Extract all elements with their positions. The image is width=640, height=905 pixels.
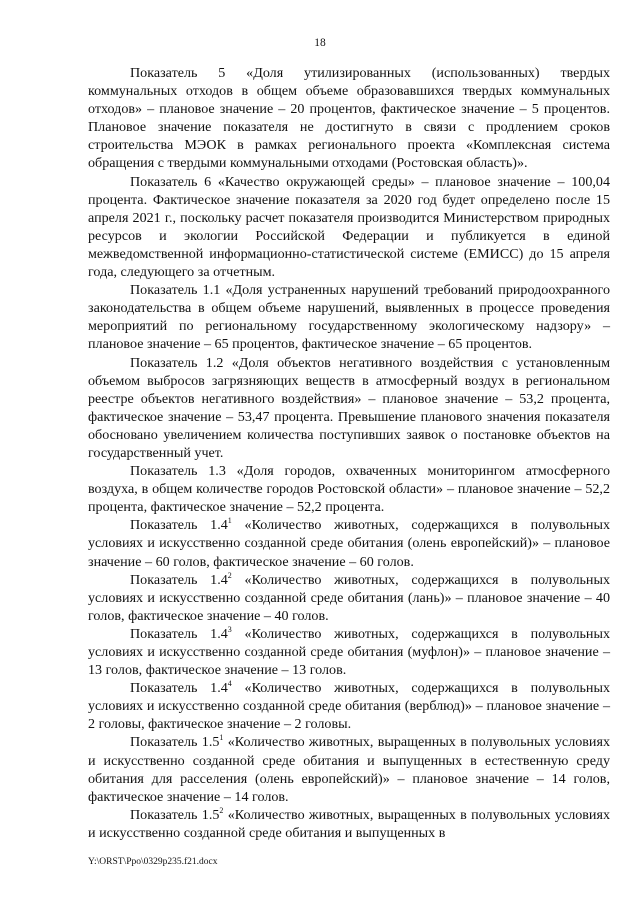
indicator-text: «Количество животных, содержащихся в полувольных условиях и искусственно созданной среде обитания (верблюд)» – плановое значение – 2 головы, фактическое значение – 2 головы. — [88, 680, 610, 733]
indicator-text: «Количество животных, выращенных в полувольных условиях и искусственно созданной среде обитания и выпущенных в — [88, 806, 610, 841]
page-number: 18 — [314, 37, 326, 49]
indicator-superscript: 3 — [227, 624, 232, 634]
indicator-label: Показатель 1.4 — [130, 517, 228, 534]
indicator-text: «Количество животных, содержащихся в полувольных условиях и искусственно созданной среде обитания (олень европейский)» – плановое значение – 60 голов, фактическое значение – 60 голов. — [88, 517, 610, 570]
indicator-label: Показатель 1.5 — [130, 734, 220, 751]
paragraph-indicator-1-3: Показатель 1.3 «Доля городов, охваченных мониторингом атмосферного воздуха, в общем количестве городов Ростовской области» – плановое значение – 52,2 процента, фактическое значение – 52,2 процента. — [88, 463, 610, 516]
indicator-label: Показатель 1.4 — [130, 625, 228, 642]
paragraph-indicator-1-4-2 — [88, 571, 610, 625]
indicator-label: Показатель 1.5 — [130, 806, 220, 823]
indicator-label: Показатель 1.4 — [130, 680, 228, 697]
indicator-label: Показатель 1.4 — [130, 571, 228, 588]
file-path-footer: Y:\ORST\Ppo\0329p235.f21.docx — [88, 857, 218, 867]
paragraph-indicator-1-1: Показатель 1.1 «Доля устраненных нарушений требований природоохранного законодательства в общем объеме нарушений, выявленных в процессе проведения мероприятий по региональному государственному экологическому надзору» – плановое значение – 65 процентов, фактическое значение – 65 процентов. — [88, 282, 610, 353]
paragraph-indicator-5: Показатель 5 «Доля утилизированных (использованных) твердых коммунальных отходов в общем объеме образовавшихся твердых коммунальных отходов» – плановое значение – 20 процентов, фактическое значение – 5 процентов. Плановое значение показателя не достигнуто в связи с продлением сроков строительства МЭОК в рамках регионального проекта «Комплексная система обращения с твердыми коммунальными отходами (Ростовская область)». — [88, 65, 610, 172]
indicator-superscript: 4 — [227, 679, 232, 689]
indicator-text: «Количество животных, выращенных в полувольных условиях и искусственно созданной среде обитания и выпущенных в естественную среду обитания для расселения (олень европейский)» – плановое значение – 14 голов, фактическое значение – 14 голов. — [88, 734, 610, 805]
indicator-superscript: 1 — [219, 733, 224, 743]
paragraph-indicator-1-4-3 — [88, 625, 610, 679]
paragraph-indicator-1-4-4 — [88, 679, 610, 733]
indicator-superscript: 2 — [227, 570, 232, 580]
indicator-superscript: 1 — [227, 516, 232, 526]
paragraph-indicator-6: Показатель 6 «Качество окружающей среды» – плановое значение – 100,04 процента. Фактическое значение показателя за 2020 год будет определено после 15 апреля 2021 г., поскольку расчет показателя производится Министерством природных ресурсов и экологии Российской Федерации и публикуется в единой межведомственной информационно-статистической системе (ЕМИСС) до 15 апреля года, следующего за отчетным. — [88, 173, 610, 281]
paragraph-indicator-1-5-2 — [88, 806, 610, 842]
paragraph-indicator-1-4-1 — [88, 516, 610, 570]
indicator-text: «Количество животных, содержащихся в полувольных условиях и искусственно созданной среде обитания (муфлон)» – плановое значение – 13 голов, фактическое значение – 13 голов. — [88, 625, 610, 679]
document-body — [88, 64, 610, 842]
indicator-superscript: 2 — [219, 805, 224, 815]
paragraph-indicator-1-2: Показатель 1.2 «Доля объектов негативного воздействия с установленным объемом выбросов загрязняющих веществ в атмосферный воздух в региональном реестре объектов негативного воздействия» – плановое значение – 53,2 процента, фактическое значение – 53,47 процента. Превышение планового значения показателя обосновано увеличением количества поступивших заявок о постановке объектов на государственный учет. — [88, 354, 610, 461]
indicator-text: «Количество животных, содержащихся в полувольных условиях и искусственно созданной среде обитания (лань)» – плановое значение – 40 голов, фактическое значение – 40 голов. — [88, 571, 610, 624]
paragraph-indicator-1-5-1 — [88, 733, 610, 805]
